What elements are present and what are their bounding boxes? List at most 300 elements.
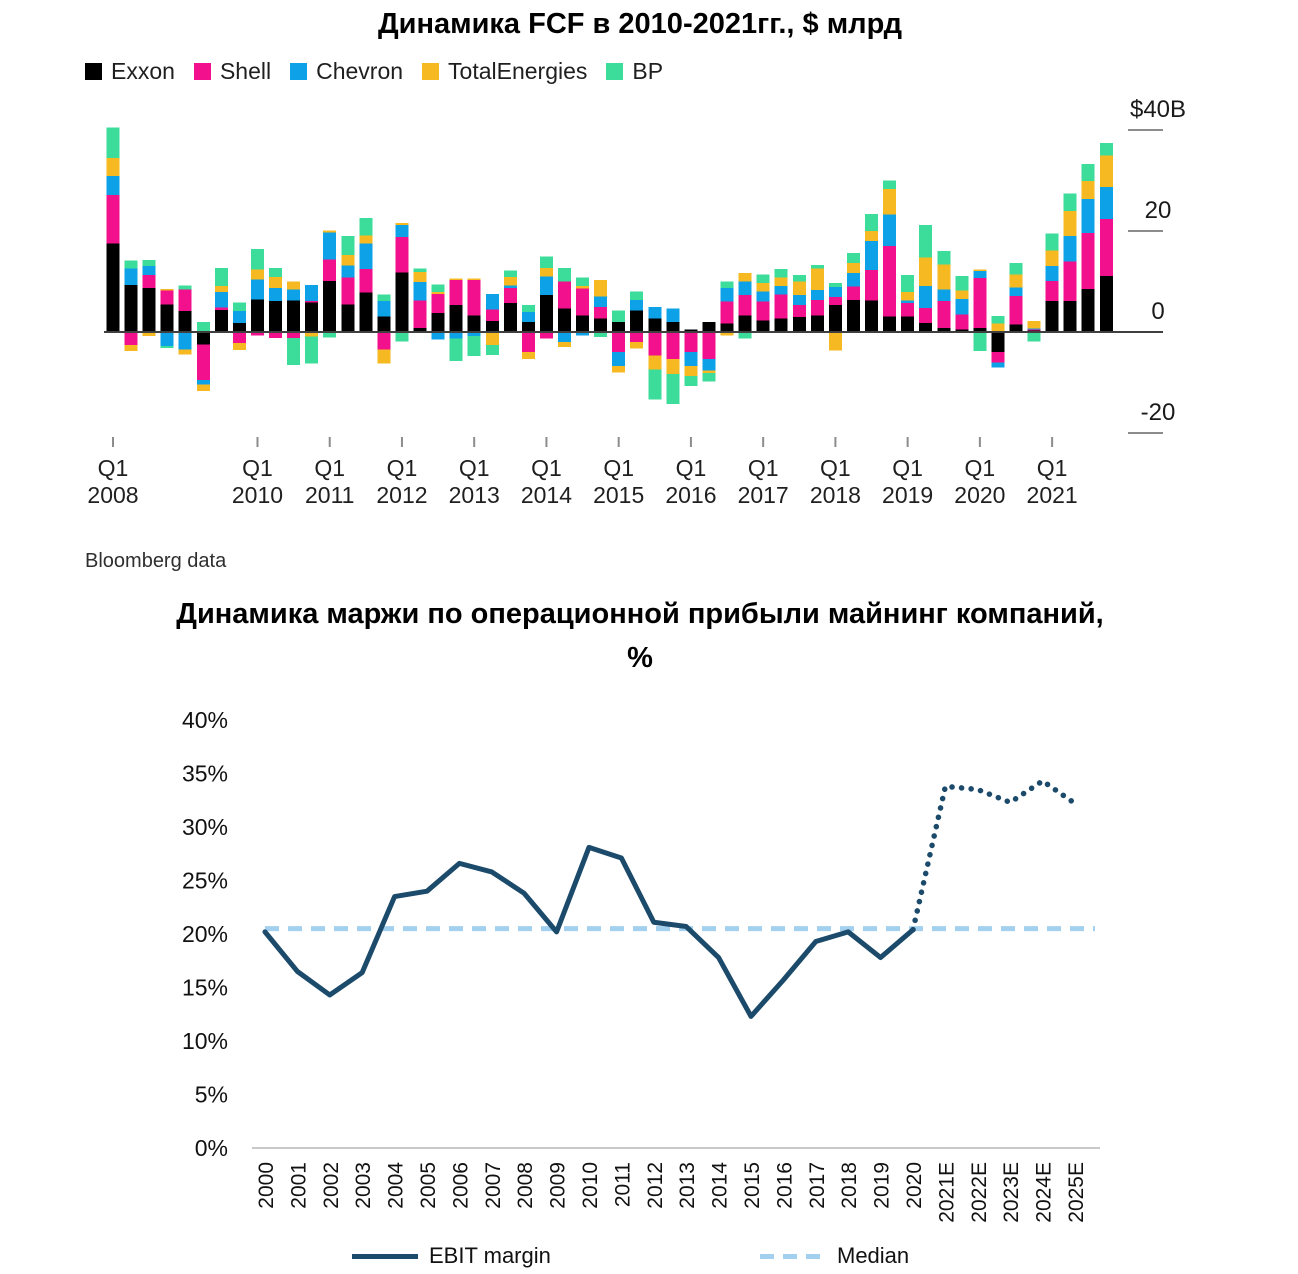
bar-segment	[901, 316, 914, 332]
bar-segment	[612, 310, 625, 322]
bar-segment	[666, 359, 679, 374]
bar-segment	[937, 301, 950, 328]
bar-segment	[811, 315, 824, 332]
bar-segment	[1064, 194, 1077, 211]
x-axis-label-year: 2019	[870, 1162, 894, 1209]
bar-segment	[359, 293, 372, 332]
bar-segment	[414, 268, 427, 272]
bar-segment	[775, 269, 788, 278]
bar-segment	[847, 287, 860, 301]
bar-segment	[1046, 251, 1059, 266]
bar-segment	[847, 273, 860, 287]
x-axis-label-year: 2000	[255, 1162, 278, 1209]
legend-label-chevron: Chevron	[316, 58, 404, 84]
bar-segment	[721, 288, 734, 302]
fcf-chart-title: Динамика FCF в 2010-2021гг., $ млрд	[378, 8, 902, 40]
x-axis-label-year: 2003	[352, 1162, 376, 1209]
legend-item-bp	[606, 58, 663, 85]
bar-segment	[955, 291, 968, 300]
x-axis-label-year: 2005	[417, 1162, 440, 1209]
bar-segment	[1010, 296, 1023, 324]
bar-segment	[883, 181, 896, 190]
bar-segment	[558, 268, 571, 282]
bar-segment	[305, 301, 318, 303]
bar-segment	[504, 270, 517, 277]
y-axis-label: 15%	[181, 974, 228, 1001]
x-axis-label-year: 2013	[676, 1162, 700, 1209]
bar-segment	[775, 295, 788, 319]
bar-segment	[468, 278, 481, 280]
bar-segment	[323, 230, 336, 232]
bar-segment	[522, 352, 535, 359]
bar-segment	[793, 275, 806, 282]
bar-segment	[1028, 328, 1041, 329]
x-axis-label-year: 2018	[838, 1162, 862, 1209]
bar-segment	[522, 312, 535, 322]
bar-segment	[107, 127, 120, 157]
bar-segment	[486, 332, 499, 345]
bar-segment	[377, 332, 390, 350]
bar-segment	[865, 301, 878, 332]
legend-item-exxon	[85, 58, 175, 85]
bar-segment	[666, 308, 679, 322]
bar-segment	[991, 323, 1004, 332]
bar-segment	[1010, 274, 1023, 287]
y-axis-label: 5%	[194, 1081, 228, 1108]
bar-segment	[341, 265, 354, 277]
bar-segment	[793, 317, 806, 332]
x-axis-label-year: 2017	[805, 1162, 829, 1209]
bar-segment	[576, 315, 589, 332]
margin-chart-title-line2: %	[627, 642, 653, 674]
x-axis-label-quarter: Q1	[314, 455, 346, 481]
bar-segment	[251, 279, 264, 299]
legend-item-median	[760, 1243, 909, 1269]
bar-segment	[179, 311, 192, 332]
bar-segment	[721, 282, 734, 289]
bar-segment	[125, 260, 138, 268]
bar-segment	[558, 332, 571, 342]
bar-segment	[215, 292, 228, 307]
bar-segment	[251, 269, 264, 279]
bar-segment	[414, 272, 427, 282]
bar-segment	[811, 265, 824, 269]
bar-segment	[414, 301, 427, 328]
x-axis-label-year: 2004	[384, 1162, 408, 1209]
bar-segment	[775, 277, 788, 286]
bar-segment	[395, 223, 408, 225]
bar-segment	[233, 332, 246, 343]
bar-segment	[558, 342, 571, 347]
bar-segment	[991, 332, 1004, 352]
bar-segment	[739, 273, 752, 282]
exxon-swatch-icon	[85, 63, 102, 80]
bar-segment	[829, 283, 842, 287]
bar-segment	[359, 236, 372, 244]
bar-segment	[269, 277, 282, 288]
bar-segment	[341, 277, 354, 304]
bar-segment	[486, 309, 499, 321]
bar-segment	[323, 281, 336, 332]
bar-segment	[919, 323, 932, 332]
bar-segment	[1082, 164, 1095, 181]
bar-segment	[973, 271, 986, 278]
bar-segment	[359, 269, 372, 293]
bar-segment	[576, 277, 589, 286]
bar-segment	[1010, 324, 1023, 332]
x-axis-label-year: 2011	[304, 482, 355, 508]
bar-segment	[1064, 236, 1077, 261]
bar-segment	[377, 301, 390, 316]
y-axis-label: 25%	[181, 867, 228, 894]
bar-segment	[558, 308, 571, 332]
bar-segment	[414, 282, 427, 301]
bar-segment	[522, 332, 535, 352]
bar-segment	[1082, 289, 1095, 332]
bar-segment	[468, 280, 481, 315]
bar-segment	[1082, 233, 1095, 289]
bar-segment	[1082, 181, 1095, 199]
bar-segment	[107, 176, 120, 195]
bar-segment	[757, 292, 770, 302]
legend-label-bp: BP	[632, 58, 664, 84]
bar-segment	[666, 322, 679, 332]
x-axis-label-year: 2015	[593, 482, 645, 508]
margin-chart-title	[0, 592, 1280, 680]
bar-segment	[757, 320, 770, 332]
bar-segment	[594, 318, 607, 332]
bar-segment	[1010, 288, 1023, 297]
bar-segment	[648, 332, 661, 356]
bar-segment	[775, 286, 788, 295]
bar-segment	[702, 322, 715, 332]
bar-segment	[937, 251, 950, 264]
bar-segment	[107, 195, 120, 243]
x-axis-label-quarter: Q1	[747, 455, 779, 481]
ebit-margin-line-chart	[0, 690, 1298, 1274]
bar-segment	[648, 369, 661, 399]
bar-segment	[504, 277, 517, 286]
bar-segment	[1028, 321, 1041, 329]
bar-segment	[179, 286, 192, 290]
bar-segment	[775, 318, 788, 332]
bar-segment	[865, 270, 878, 301]
bar-segment	[937, 290, 950, 302]
bar-segment	[377, 295, 390, 302]
margin-chart-title-line1: Динамика маржи по операционной прибыли майнинг компаний,	[176, 598, 1104, 630]
bar-segment	[107, 158, 120, 176]
bar-segment	[215, 310, 228, 332]
bar-segment	[702, 370, 715, 373]
bar-segment	[305, 285, 318, 301]
bar-segment	[305, 303, 318, 332]
median-line-swatch-icon	[760, 1254, 826, 1259]
shell-swatch-icon	[194, 63, 211, 80]
x-axis-label-year: 2023E	[1000, 1162, 1024, 1223]
x-axis-label-quarter: Q1	[1036, 455, 1068, 481]
bar-segment	[233, 303, 246, 311]
x-axis-label-year: 2008	[514, 1162, 538, 1209]
x-axis-label-year: 2022E	[967, 1162, 991, 1223]
y-axis-label: 35%	[181, 760, 228, 787]
bar-segment	[865, 241, 878, 270]
bar-segment	[594, 280, 607, 297]
bar-segment	[143, 288, 156, 332]
bar-segment	[991, 316, 1004, 324]
bar-segment	[161, 291, 174, 305]
legend-label-totalenergies: TotalEnergies	[448, 58, 588, 84]
bar-segment	[377, 350, 390, 364]
bar-segment	[1100, 276, 1113, 332]
x-axis-label-year: 2020	[954, 482, 1006, 508]
bar-segment	[612, 366, 625, 373]
bar-segment	[883, 214, 896, 246]
bar-segment	[486, 294, 499, 309]
bar-segment	[847, 263, 860, 273]
bar-segment	[757, 283, 770, 292]
legend-item-shell	[194, 58, 271, 85]
bar-segment	[1046, 234, 1059, 251]
bar-segment	[305, 337, 318, 364]
fcf-stacked-bar-chart	[0, 88, 1298, 533]
bar-segment	[486, 345, 499, 355]
bar-segment	[1064, 211, 1077, 236]
legend-item-chevron	[290, 58, 403, 85]
y-axis-label: 20	[1144, 197, 1172, 224]
bar-segment	[576, 286, 589, 289]
bar-segment	[1028, 329, 1041, 330]
bar-segment	[558, 282, 571, 309]
bar-segment	[973, 269, 986, 271]
x-axis-label-year: 2012	[376, 482, 428, 508]
bar-segment	[269, 268, 282, 277]
bar-segment	[721, 323, 734, 332]
bar-segment	[504, 288, 517, 303]
bar-segment	[883, 189, 896, 214]
bar-segment	[341, 305, 354, 332]
bar-segment	[287, 301, 300, 332]
bar-segment	[395, 237, 408, 272]
x-axis-label-quarter: Q1	[603, 455, 635, 481]
x-axis-label-year: 2008	[87, 482, 139, 508]
x-axis-label-year: 2019	[882, 482, 934, 508]
bar-segment	[901, 301, 914, 304]
ebit-line-dotted-forecast	[913, 781, 1075, 930]
bar-segment	[793, 295, 806, 305]
bar-segment	[468, 336, 481, 356]
x-axis-label-quarter: Q1	[458, 455, 490, 481]
bar-segment	[702, 373, 715, 382]
bar-segment	[197, 380, 210, 385]
bar-segment	[901, 275, 914, 292]
bar-segment	[287, 290, 300, 301]
bar-segment	[540, 295, 553, 332]
bar-segment	[757, 302, 770, 321]
bar-segment	[1010, 263, 1023, 275]
bar-segment	[594, 297, 607, 307]
bar-segment	[1046, 301, 1059, 332]
bar-segment	[757, 274, 770, 283]
bar-segment	[829, 297, 842, 305]
y-axis-label: 20%	[181, 921, 228, 947]
bar-segment	[955, 299, 968, 314]
x-axis-label-year: 2007	[481, 1162, 505, 1209]
bar-segment	[359, 218, 372, 236]
bar-segment	[395, 272, 408, 332]
x-axis-label-year: 2024E	[1032, 1162, 1056, 1223]
bar-segment	[233, 311, 246, 323]
y-axis-label: 0%	[194, 1135, 228, 1161]
bar-segment	[739, 315, 752, 332]
legend-item-ebit-margin	[352, 1243, 551, 1269]
bar-segment	[991, 362, 1004, 367]
bar-segment	[233, 343, 246, 350]
bar-segment	[648, 307, 661, 319]
bar-segment	[1100, 155, 1113, 187]
bar-segment	[811, 268, 824, 290]
bar-segment	[630, 332, 643, 342]
bar-segment	[522, 322, 535, 332]
bar-segment	[1082, 199, 1095, 233]
bar-segment	[684, 332, 697, 352]
chevron-swatch-icon	[290, 63, 307, 80]
x-axis-label-year: 2021	[1026, 482, 1078, 508]
bar-segment	[450, 339, 463, 361]
x-axis-label-quarter: Q1	[964, 455, 996, 481]
bar-segment	[179, 350, 192, 355]
bar-segment	[955, 314, 968, 329]
bar-segment	[630, 300, 643, 310]
bar-segment	[793, 282, 806, 296]
bar-segment	[829, 305, 842, 332]
bar-segment	[125, 285, 138, 332]
bar-segment	[684, 352, 697, 366]
x-axis-label-year: 2012	[643, 1162, 667, 1209]
bar-segment	[251, 300, 264, 332]
bar-segment	[450, 278, 463, 280]
bar-segment	[125, 268, 138, 285]
bar-segment	[973, 332, 986, 351]
legend-label-median: Median	[837, 1243, 910, 1268]
legend-label-shell: Shell	[219, 58, 272, 84]
bar-segment	[630, 310, 643, 332]
bar-segment	[143, 260, 156, 266]
bar-segment	[233, 323, 246, 332]
x-axis-label-year: 2010	[231, 482, 284, 508]
bar-segment	[215, 268, 228, 286]
x-axis-label-year: 2017	[737, 482, 789, 508]
bar-segment	[1064, 301, 1077, 332]
bar-segment	[919, 286, 932, 308]
bar-segment	[107, 244, 120, 332]
bar-segment	[576, 289, 589, 316]
y-axis-label: $40B	[1129, 96, 1187, 123]
legend-label-ebit-margin: EBIT margin	[429, 1243, 551, 1268]
bar-segment	[684, 366, 697, 376]
x-axis-label-year: 2013	[448, 482, 500, 508]
bar-segment	[197, 332, 210, 345]
bar-segment	[829, 332, 842, 351]
bar-segment	[919, 308, 932, 323]
bar-segment	[865, 214, 878, 231]
x-axis-label-year: 2010	[579, 1162, 602, 1209]
bar-segment	[919, 257, 932, 286]
x-axis-label-quarter: Q1	[892, 455, 923, 481]
bar-segment	[125, 345, 138, 351]
bar-segment	[395, 225, 408, 237]
x-axis-label-quarter: Q1	[97, 455, 129, 481]
bar-segment	[540, 256, 553, 268]
bar-segment	[1046, 281, 1059, 301]
bar-segment	[612, 322, 625, 332]
bar-segment	[143, 275, 156, 288]
x-axis-label-year: 2015	[741, 1162, 764, 1209]
bar-segment	[1046, 266, 1059, 281]
bar-segment	[215, 307, 228, 310]
bar-segment	[161, 332, 174, 346]
bar-segment	[666, 374, 679, 404]
bar-segment	[1100, 187, 1113, 219]
bar-segment	[630, 292, 643, 301]
bar-segment	[377, 316, 390, 332]
totalenergies-swatch-icon	[422, 63, 439, 80]
x-axis-label-year: 2011	[611, 1162, 635, 1208]
bar-segment	[251, 249, 264, 269]
bar-segment	[865, 231, 878, 241]
bar-segment	[684, 376, 697, 386]
bar-segment	[161, 346, 174, 348]
bar-segment	[883, 246, 896, 316]
bar-segment	[395, 332, 408, 342]
bar-segment	[1100, 143, 1113, 155]
x-axis-label-year: 2020	[903, 1162, 926, 1209]
x-axis-label-year: 2021E	[935, 1162, 959, 1223]
x-axis-label-quarter: Q1	[386, 455, 418, 481]
x-axis-label-year: 2016	[665, 482, 717, 508]
x-axis-label-year: 2014	[520, 482, 573, 508]
bar-segment	[450, 305, 463, 332]
x-axis-label-year: 2002	[319, 1162, 343, 1209]
bar-segment	[901, 303, 914, 316]
bar-segment	[197, 385, 210, 392]
legend-label-exxon: Exxon	[111, 58, 175, 84]
bar-segment	[468, 315, 481, 332]
bar-segment	[847, 253, 860, 263]
bar-segment	[937, 264, 950, 289]
bar-segment	[197, 345, 210, 380]
bar-segment	[125, 332, 138, 345]
bar-segment	[161, 305, 174, 332]
bar-segment	[323, 233, 336, 260]
bar-segment	[359, 244, 372, 269]
x-axis-label-year: 2006	[449, 1162, 473, 1209]
bar-segment	[179, 332, 192, 350]
bar-segment	[648, 356, 661, 370]
bar-segment	[811, 290, 824, 300]
bar-segment	[739, 282, 752, 296]
bar-segment	[323, 259, 336, 281]
bar-segment	[540, 276, 553, 295]
bar-segment	[648, 318, 661, 332]
fcf-chart-legend	[85, 58, 663, 85]
bar-segment	[432, 294, 445, 313]
bar-segment	[432, 313, 445, 332]
x-axis-label-quarter: Q1	[242, 455, 273, 481]
x-axis-label-quarter: Q1	[675, 455, 707, 481]
bar-segment	[793, 305, 806, 317]
x-axis-label-quarter: Q1	[531, 455, 562, 481]
bar-segment	[612, 332, 625, 352]
